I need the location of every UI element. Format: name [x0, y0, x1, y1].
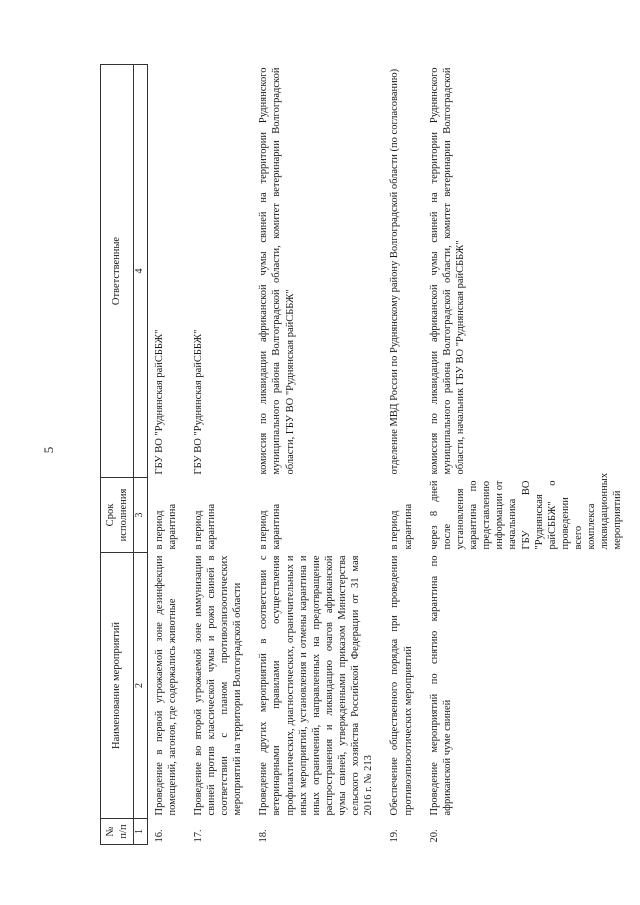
row-num: 16.	[153, 829, 165, 843]
row-name: Проведение во второй угрожаемой зоне иммунизации свиней против классической чумы и рожи свиней в соответствии с планом противоэпизоотических мероприятий на территории Волгоградской области	[192, 555, 244, 816]
table-row	[147, 65, 187, 845]
row-responsible: ГБУ ВО "Руднянская райСББЖ"	[153, 329, 165, 475]
row-responsible: комиссия по ликвидации африканской чумы свиней на территории Руднянского муниципального района Волгоградской области, комитет ветеринарии Волгоградской области, ГБУ ВО "Руднянская райСББЖ"	[258, 67, 296, 475]
col-number-1: 1	[134, 819, 148, 845]
row-responsible: ГБУ ВО "Руднянская райСББЖ"	[192, 329, 204, 475]
rotated-table-container	[100, 65, 624, 845]
table-row	[383, 65, 422, 845]
page-number: 5	[41, 446, 56, 454]
col-number-2: 2	[134, 553, 148, 819]
header-term: Срок исполнения	[101, 478, 134, 553]
row-num: 20.	[428, 829, 440, 843]
row-term: в период карантина	[192, 503, 217, 550]
header-num: № п/п	[101, 819, 134, 845]
row-name: Проведение мероприятий по снятию карантина по африканской чуме свиней	[428, 555, 453, 816]
row-term: в период карантина	[153, 503, 178, 550]
row-name: Проведение в первой угрожаемой зоне дезинфекции помещений, загонов, где содержались животные	[153, 555, 178, 816]
header-name: Наименование мероприятий	[101, 553, 134, 819]
table-row	[187, 65, 253, 845]
row-responsible: отделение МВД России по Руднянскому району Волгоградской области (по согласованию)	[389, 68, 401, 475]
row-num: 18.	[258, 829, 270, 843]
col-number-3: 3	[134, 478, 148, 553]
table-row	[423, 65, 633, 845]
measures-table	[100, 64, 633, 845]
col-number-4: 4	[134, 65, 148, 478]
header-responsible: Ответственные	[101, 65, 134, 478]
row-name: Обеспечение общественного порядка при проведении противоэпизоотических мероприятий	[389, 555, 414, 816]
row-num: 19.	[389, 829, 401, 843]
table-row	[252, 65, 383, 845]
row-term: через 8 дней после установления карантина по представлению информации от начальника ГБУ ВО "Руднянская райСББЖ" о проведении всего комплекса ликвидационных мероприятий	[428, 472, 624, 550]
row-term: в период карантина	[389, 503, 414, 550]
row-num: 17.	[192, 829, 204, 843]
row-term: в период карантина	[258, 503, 283, 550]
row-name: Проведение других мероприятий в соответствии с ветеринарными правилами осуществления профилактических, диагностических, ограничительных и иных мероприятий, установления и отмены карантина и иных ограничений, направленных на предотвращение распространения и ликвидацию очагов африканской чумы свиней, утвержденными приказом Министерства сельского хозяйства Российской Федерации от 31 мая 2016 г. № 213	[258, 555, 375, 816]
row-responsible: комиссия по ликвидации африканской чумы свиней на территории Руднянского муниципального района Волгоградской области, комитет ветеринарии Волгоградской области, начальник ГБУ ВО "Руднянская райСББЖ"	[428, 67, 466, 475]
